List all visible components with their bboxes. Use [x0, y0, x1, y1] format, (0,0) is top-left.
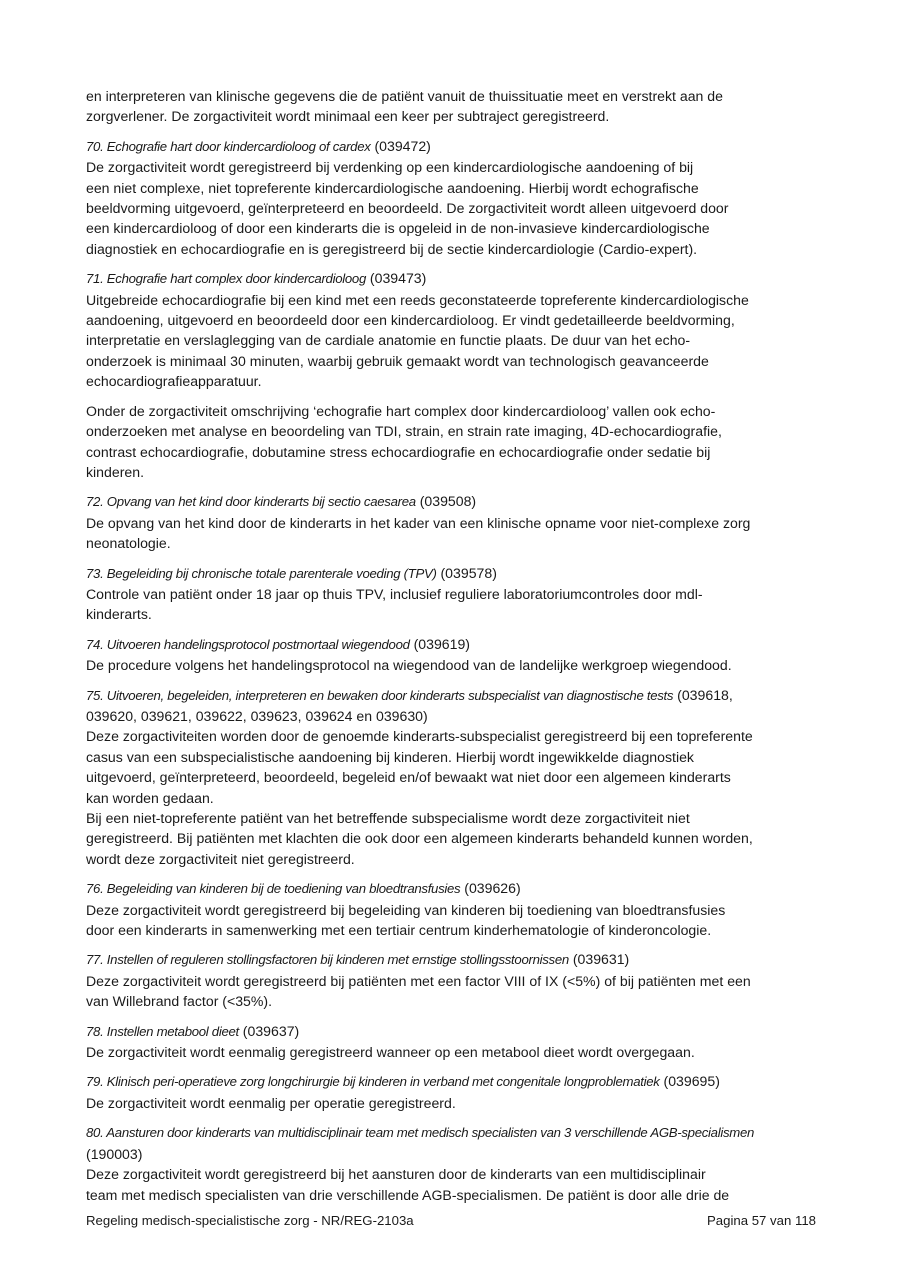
section-heading — [86, 685, 816, 706]
section-title: 71. Echografie hart complex door kindercardioloog — [86, 271, 366, 287]
section-item — [86, 1071, 816, 1113]
text-line: team met medisch specialisten van drie verschillende AGB-specialismen. De patiënt is door alle drie de — [86, 1186, 730, 1203]
section-heading — [86, 1122, 816, 1143]
text-line: een kindercardioloog of door een kinderarts die is opgeleid in de non-invasieve kindercardiologische — [86, 220, 710, 237]
section-title: 75. Uitvoeren, begeleiden, interpreteren en bewaken door kinderarts subspecialist van diagnostische tests — [86, 687, 674, 703]
activity-code: (039631) — [568, 951, 630, 968]
text-line: door een kinderarts in samenwerking met een tertiair centrum kinderhematologie of kinderoncologie. — [86, 922, 712, 939]
section-item — [86, 136, 816, 259]
section-title: 76. Begeleiding van kinderen bij de toediening van bloedtransfusies — [86, 881, 461, 897]
text-line: zorgverlener. De zorgactiviteit wordt minimaal een keer per subtraject geregistreerd. — [86, 108, 610, 125]
text-line: geregistreerd. Bij patiënten met klachten die ook door een algemeen kinderarts behandeld kunnen worden, — [86, 830, 753, 847]
section-item — [86, 878, 816, 940]
section-title: 70. Echografie hart door kindercardioloog of cardex — [86, 138, 371, 154]
text-line: De zorgactiviteit wordt eenmalig geregistreerd wanneer op een metabool dieet wordt overgegaan. — [86, 1044, 695, 1061]
document-page — [86, 86, 816, 1214]
text-line: neonatologie. — [86, 535, 171, 552]
activity-code: (039472) — [370, 137, 431, 154]
text-line: De procedure volgens het handelingsprotocol na wiegendood van de landelijke werkgroep wiegendood. — [86, 657, 732, 674]
section-item — [86, 685, 816, 870]
text-line: Deze zorgactiviteiten worden door de genoemde kinderarts-subspecialist geregistreerd bij een topreferente — [86, 728, 753, 745]
text-line: De zorgactiviteit wordt eenmalig per operatie geregistreerd. — [86, 1094, 456, 1111]
text-line: en interpreteren van klinische gegevens die de patiënt vanuit de thuissituatie meet en verstrekt aan de — [86, 88, 723, 104]
text-line: echocardiografieapparatuur. — [86, 373, 262, 390]
section-item — [86, 1122, 816, 1205]
text-line: interpretatie en verslaglegging van de cardiale anatomie en functie plaats. De duur van het echo- — [86, 332, 691, 349]
activity-code: (039473) — [366, 270, 427, 287]
section-item — [86, 268, 816, 391]
text-line: onderzoeken met analyse en beoordeling van TDI, strain, en strain rate imaging, 4D-echocardiografie, — [86, 423, 722, 440]
section-title: 78. Instellen metabool dieet — [86, 1023, 239, 1039]
page-number: Pagina 57 van 118 — [706, 1213, 816, 1228]
text-line: beeldvorming uitgevoerd, geïnterpreteerd en beoordeeld. De zorgactiviteit wordt alleen uitgevoerd door — [86, 200, 729, 217]
text-line: Uitgebreide echocardiografie bij een kind met een reeds geconstateerde topreferente kindercardiologische — [86, 291, 749, 308]
text-line: De zorgactiviteit wordt geregistreerd bij verdenking op een kindercardiologische aandoening of bij — [86, 159, 694, 176]
text-line: Bij een niet-topreferente patiënt van het betreffende subspecialisme wordt deze zorgactiviteit niet — [86, 810, 690, 826]
text-line: kan worden gedaan. — [86, 789, 214, 806]
items-list — [86, 136, 816, 1205]
footer-document-title: Regeling medisch-specialistische zorg - NR/REG-2103a — [86, 1213, 414, 1228]
section-heading — [86, 1021, 816, 1042]
activity-code: (039578) — [436, 564, 497, 581]
text-line: uitgevoerd, geïnterpreteerd, beoordeeld, begeleid en/of bewaakt wat niet door een algemeen kinderarts — [86, 769, 731, 786]
section-title: 73. Begeleiding bij chronische totale parenterale voeding (TPV) — [86, 565, 437, 581]
section-title: 77. Instellen of reguleren stollingsfactoren bij kinderen met ernstige stollingsstoornissen — [86, 952, 569, 968]
activity-code: (039618, — [673, 686, 733, 703]
text-line: kinderarts. — [86, 606, 152, 623]
section-item — [86, 563, 816, 625]
activity-code-continued: (190003) — [86, 1145, 143, 1162]
text-line: wordt deze zorgactiviteit niet geregistreerd. — [86, 850, 355, 867]
activity-code-continued: 039620, 039621, 039622, 039623, 039624 en 039630) — [86, 707, 428, 724]
text-line: Deze zorgactiviteit wordt geregistreerd bij patiënten met een factor VIII of IX (<5%) of bij patiënten met een — [86, 972, 751, 989]
section-item — [86, 1021, 816, 1063]
section-heading — [86, 268, 816, 289]
activity-code: (039508) — [415, 493, 477, 510]
section-heading — [86, 949, 816, 970]
text-line: Controle van patiënt onder 18 jaar op thuis TPV, inclusief reguliere laboratoriumcontroles door mdl- — [86, 585, 703, 602]
section-title: 80. Aansturen door kinderarts van multidisciplinair team met medisch specialisten van 3 verschillende AGB-specialismen — [86, 1125, 755, 1141]
activity-code: (039637) — [238, 1022, 300, 1039]
section-heading — [86, 563, 816, 584]
section-heading — [86, 878, 816, 899]
text-line: kinderen. — [86, 463, 144, 480]
section-heading — [86, 136, 816, 157]
text-line: een niet complexe, niet topreferente kindercardiologische aandoening. Hierbij wordt echografische — [86, 179, 699, 196]
text-line: Deze zorgactiviteit wordt geregistreerd bij begeleiding van kinderen bij toediening van bloedtransfusies — [86, 901, 726, 918]
section-title: 79. Klinisch peri-operatieve zorg longchirurgie bij kinderen in verband met congenitale longproblematiek — [86, 1074, 660, 1090]
section-title: 74. Uitvoeren handelingsprotocol postmortaal wiegendood — [86, 636, 410, 652]
section-item — [86, 949, 816, 1011]
text-line: casus van een subspecialistische aandoening bij kinderen. Hierbij wordt ingewikkelde diagnostiek — [86, 748, 694, 765]
text-line: Onder de zorgactiviteit omschrijving ‘echografie hart complex door kindercardioloog’ vallen ook echo- — [86, 402, 716, 419]
text-line: aandoening, uitgevoerd en beoordeeld door een kindercardioloog. Er vindt gedetailleerde beeldvorming, — [86, 312, 735, 329]
text-line: diagnostiek en echocardiografie en is geregistreerd bij de sectie kindercardiologie (Cardio-expert). — [86, 240, 698, 257]
section-paragraph — [86, 401, 816, 483]
intro-paragraph — [86, 86, 816, 127]
text-line: contrast echocardiografie, dobutamine stress echocardiografie en echocardiografie onder sedatie bij — [86, 443, 711, 460]
section-heading — [86, 491, 816, 512]
section-title: 72. Opvang van het kind door kinderarts bij sectio caesarea — [86, 494, 416, 510]
activity-code: (039619) — [409, 635, 471, 652]
text-line: onderzoek is minimaal 30 minuten, waarbij gebruik gemaakt wordt van technologisch geavanceerde — [86, 352, 709, 369]
section-item — [86, 491, 816, 553]
text-line: Deze zorgactiviteit wordt geregistreerd bij het aansturen door de kinderarts van een multidisciplinair — [86, 1166, 706, 1183]
section-heading — [86, 1071, 816, 1092]
activity-code: (039695) — [659, 1073, 720, 1090]
page-footer — [86, 1213, 816, 1228]
text-line: van Willebrand factor (<35%). — [86, 993, 273, 1010]
section-heading — [86, 634, 816, 655]
section-item — [86, 634, 816, 676]
activity-code: (039626) — [460, 880, 521, 897]
text-line: De opvang van het kind door de kinderarts in het kader van een klinische opname voor niet-complexe zorg — [86, 514, 751, 531]
